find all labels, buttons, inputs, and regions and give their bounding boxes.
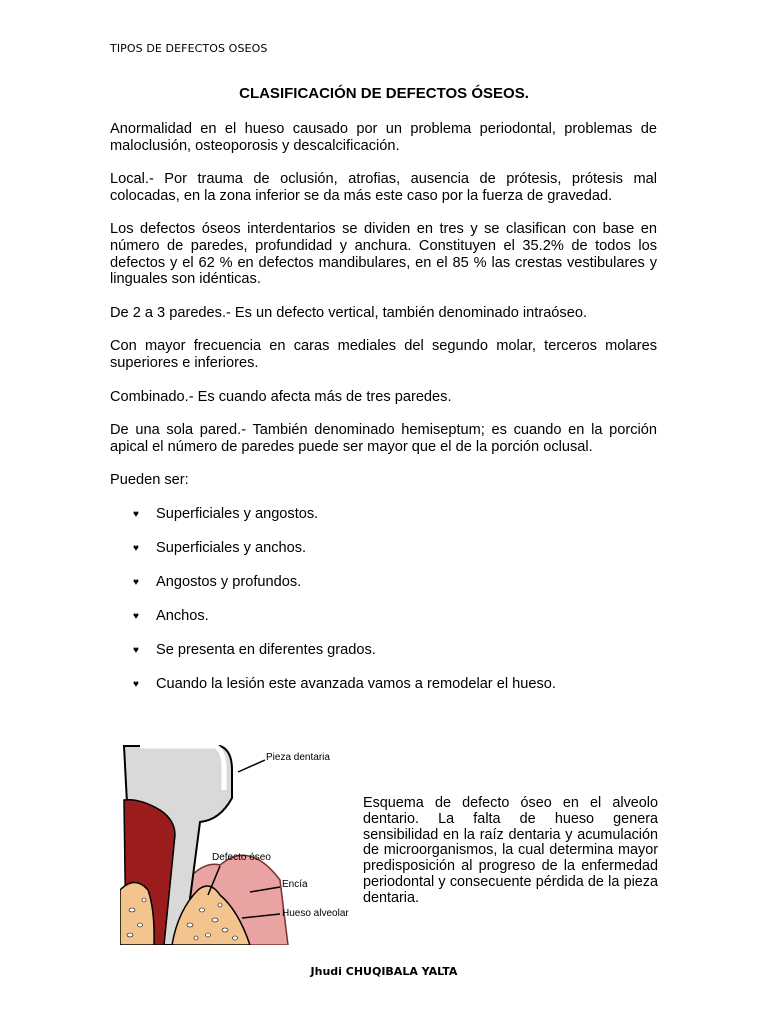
paragraph-types-intro: Pueden ser: — [110, 472, 189, 489]
paragraph-intro: Anormalidad en el hueso causado por un problema periodontal, problemas de maloclusión, osteoporosis y descalcificación. — [110, 121, 657, 154]
page-header: TIPOS DE DEFECTOS OSEOS — [110, 42, 268, 55]
pointer-tooth — [238, 760, 265, 772]
heart-bullet-icon: ♥ — [133, 610, 139, 622]
bone-left — [120, 883, 154, 946]
heart-bullet-icon: ♥ — [133, 678, 139, 690]
paragraph-single-wall: De una sola pared.- También denominado hemiseptum; es cuando en la porción apical el número de paredes puede ser mayor que el de la porción oclusal. — [110, 422, 657, 455]
label-defect: Defecto óseo — [212, 852, 271, 863]
list-item: ♥ Superficiales y angostos. — [133, 505, 319, 522]
label-bone: Hueso alveolar — [282, 908, 349, 919]
list-item: ♥ Angostos y profundos. — [133, 573, 302, 590]
list-item: ♥ Se presenta en diferentes grados. — [133, 641, 376, 658]
heart-bullet-icon: ♥ — [133, 576, 139, 588]
heart-bullet-icon: ♥ — [133, 508, 139, 520]
list-item: ♥ Superficiales y anchos. — [133, 539, 307, 556]
paragraph-combined: Combinado.- Es cuando afecta más de tres paredes. — [110, 388, 452, 405]
page-footer-author: Jhudi CHUQIBALA YALTA — [310, 965, 458, 978]
figure-caption: Esquema de defecto óseo en el alveolo dentario. La falta de hueso genera sensibilidad en la raíz dentaria y acumulación de microorganismos, la cual determina mayor predisposición al progreso de la enfermedad periodontal y consecuente pérdida de la pieza dentaria. — [363, 795, 658, 906]
types-list — [110, 506, 657, 693]
tooth-defect-illustration — [120, 740, 360, 945]
paragraph-two-three-walls: De 2 a 3 paredes.- Es un defecto vertical, también denominado intraóseo. — [110, 304, 588, 321]
heart-bullet-icon: ♥ — [133, 542, 139, 554]
paragraph-local: Local.- Por trauma de oclusión, atrofias, ausencia de prótesis, prótesis mal colocadas, en la zona inferior se da más este caso por la fuerza de gravedad. — [110, 171, 657, 204]
tooth-diagram-svg — [120, 740, 360, 945]
paragraph-frequency: Con mayor frecuencia en caras mediales del segundo molar, terceros molares superiores e inferiores. — [110, 338, 657, 371]
label-gum: Encía — [282, 879, 308, 890]
list-item: ♥ Cuando la lesión este avanzada vamos a remodelar el hueso. — [133, 675, 556, 692]
label-tooth: Pieza dentaria — [266, 752, 330, 763]
heart-bullet-icon: ♥ — [133, 644, 139, 656]
document-title: CLASIFICACIÓN DE DEFECTOS ÓSEOS. — [239, 85, 529, 102]
document-body — [110, 121, 657, 710]
paragraph-interdental: Los defectos óseos interdentarios se dividen en tres y se clasifican con base en número de paredes, profundidad y anchura. Constituyen el 35.2% de todos los defectos y el 62 % en defectos mandibulares, en el 85 % las crestas vestibulares y linguales son idénticas. — [110, 221, 657, 288]
list-item: ♥ Anchos. — [133, 607, 209, 624]
